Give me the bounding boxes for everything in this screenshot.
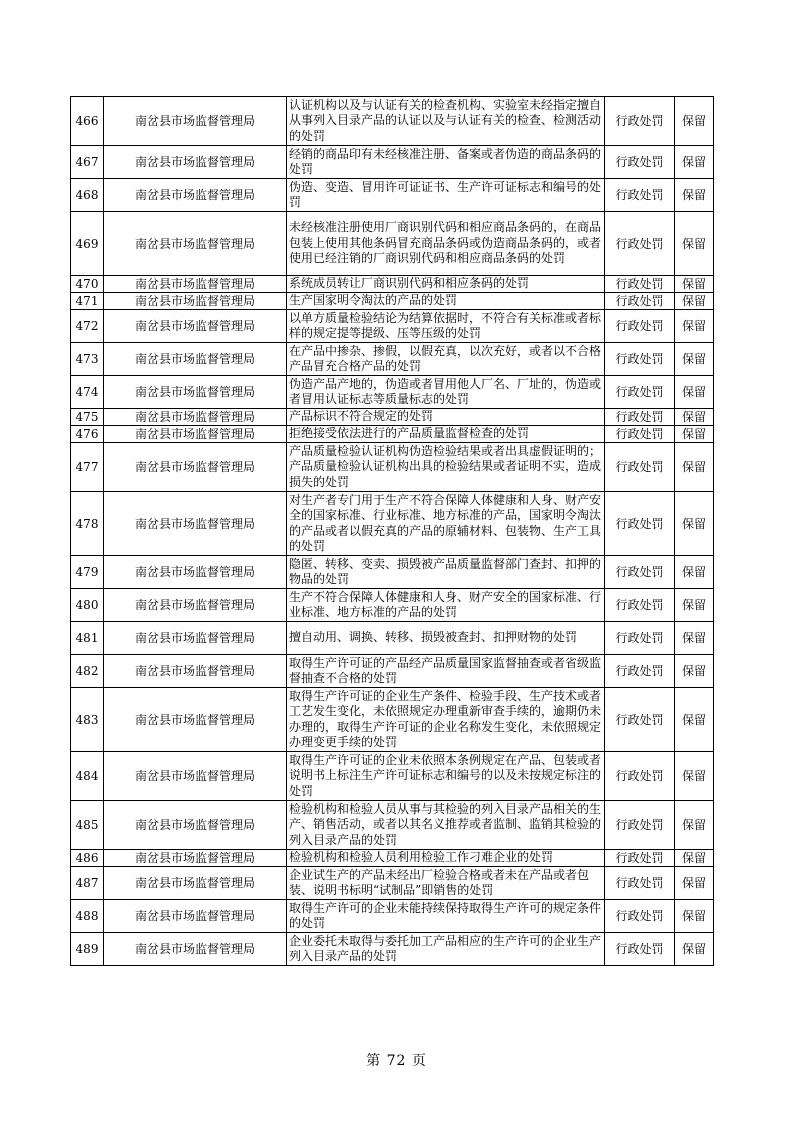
row-number: 478 bbox=[71, 492, 104, 556]
table-row bbox=[71, 556, 714, 589]
row-number: 472 bbox=[71, 310, 104, 343]
table-row bbox=[71, 752, 714, 801]
row-number: 481 bbox=[71, 622, 104, 655]
table-row bbox=[71, 867, 714, 900]
item-name: 系统成员转让厂商识别代码和相应条码的处罚 bbox=[287, 276, 605, 293]
status: 保留 bbox=[675, 867, 714, 900]
power-type: 行政处罚 bbox=[605, 426, 675, 443]
item-name: 取得生产许可证的企业未依照本条例规定在产品、包装或者说明书上标注生产许可证标志和编号的以及未按规定标注的处罚 bbox=[287, 752, 605, 801]
row-number: 484 bbox=[71, 752, 104, 801]
page-number: 第 72 页 bbox=[366, 1053, 427, 1069]
row-number: 474 bbox=[71, 376, 104, 409]
status: 保留 bbox=[675, 900, 714, 933]
agency-name: 南岔县市场监督管理局 bbox=[104, 293, 287, 310]
status: 保留 bbox=[675, 310, 714, 343]
status: 保留 bbox=[675, 655, 714, 688]
item-name: 认证机构以及与认证有关的检查机构、实验室未经指定擅自从事列入目录产品的认证以及与认证有关的检查、检测活动的处罚 bbox=[287, 97, 605, 146]
power-type: 行政处罚 bbox=[605, 146, 675, 179]
row-number: 476 bbox=[71, 426, 104, 443]
power-type: 行政处罚 bbox=[605, 276, 675, 293]
table-row bbox=[71, 900, 714, 933]
row-number: 489 bbox=[71, 933, 104, 966]
agency-name: 南岔县市场监督管理局 bbox=[104, 443, 287, 492]
power-type: 行政处罚 bbox=[605, 933, 675, 966]
status: 保留 bbox=[675, 179, 714, 212]
power-type: 行政处罚 bbox=[605, 801, 675, 850]
status: 保留 bbox=[675, 752, 714, 801]
status: 保留 bbox=[675, 146, 714, 179]
power-type: 行政处罚 bbox=[605, 655, 675, 688]
table-row bbox=[71, 622, 714, 655]
power-type: 行政处罚 bbox=[605, 409, 675, 426]
agency-name: 南岔县市场监督管理局 bbox=[104, 376, 287, 409]
row-number: 467 bbox=[71, 146, 104, 179]
row-number: 477 bbox=[71, 443, 104, 492]
item-name: 生产不符合保障人体健康和人身、财产安全的国家标准、行业标准、地方标准的产品的处罚 bbox=[287, 589, 605, 622]
row-number: 468 bbox=[71, 179, 104, 212]
agency-name: 南岔县市场监督管理局 bbox=[104, 655, 287, 688]
item-name: 隐匿、转移、变卖、损毁被产品质量监督部门查封、扣押的物品的处罚 bbox=[287, 556, 605, 589]
table-row bbox=[71, 146, 714, 179]
table-row bbox=[71, 310, 714, 343]
item-name: 产品质量检验认证机构伪造检验结果或者出具虚假证明的；产品质量检验认证机构出具的检验结果或者证明不实，造成损失的处罚 bbox=[287, 443, 605, 492]
power-type: 行政处罚 bbox=[605, 752, 675, 801]
row-number: 479 bbox=[71, 556, 104, 589]
row-number: 488 bbox=[71, 900, 104, 933]
row-number: 466 bbox=[71, 97, 104, 146]
status: 保留 bbox=[675, 426, 714, 443]
item-name: 伪造产品产地的，伪造或者冒用他人厂名、厂址的，伪造或者冒用认证标志等质量标志的处罚 bbox=[287, 376, 605, 409]
table-row bbox=[71, 492, 714, 556]
power-type: 行政处罚 bbox=[605, 850, 675, 867]
agency-name: 南岔县市场监督管理局 bbox=[104, 801, 287, 850]
table-row bbox=[71, 933, 714, 966]
power-type: 行政处罚 bbox=[605, 293, 675, 310]
agency-name: 南岔县市场监督管理局 bbox=[104, 212, 287, 276]
status: 保留 bbox=[675, 622, 714, 655]
item-name: 企业试生产的产品未经出厂检验合格或者未在产品或者包装、说明书标明“试制品”即销售的处罚 bbox=[287, 867, 605, 900]
status: 保留 bbox=[675, 688, 714, 752]
agency-name: 南岔县市场监督管理局 bbox=[104, 688, 287, 752]
item-name: 对生产者专门用于生产不符合保障人体健康和人身、财产安全的国家标准、行业标准、地方标准的产品，国家明令淘汰的产品或者以假充真的产品的原辅材料、包装物、生产工具的处罚 bbox=[287, 492, 605, 556]
row-number: 485 bbox=[71, 801, 104, 850]
table-row bbox=[71, 688, 714, 752]
item-name: 检验机构和检验人员利用检验工作刁难企业的处罚 bbox=[287, 850, 605, 867]
row-number: 470 bbox=[71, 276, 104, 293]
row-number: 471 bbox=[71, 293, 104, 310]
row-number: 473 bbox=[71, 343, 104, 376]
row-number: 475 bbox=[71, 409, 104, 426]
power-type: 行政处罚 bbox=[605, 688, 675, 752]
power-type: 行政处罚 bbox=[605, 97, 675, 146]
power-type: 行政处罚 bbox=[605, 589, 675, 622]
status: 保留 bbox=[675, 276, 714, 293]
power-type: 行政处罚 bbox=[605, 867, 675, 900]
status: 保留 bbox=[675, 343, 714, 376]
item-name: 企业委托未取得与委托加工产品相应的生产许可的企业生产列入目录产品的处罚 bbox=[287, 933, 605, 966]
agency-name: 南岔县市场监督管理局 bbox=[104, 622, 287, 655]
power-type: 行政处罚 bbox=[605, 179, 675, 212]
table-row bbox=[71, 376, 714, 409]
status: 保留 bbox=[675, 443, 714, 492]
item-name: 检验机构和检验人员从事与其检验的列入目录产品相关的生产、销售活动，或者以其名义推荐或者监制、监销其检验的列入目录产品的处罚 bbox=[287, 801, 605, 850]
row-number: 469 bbox=[71, 212, 104, 276]
table-row bbox=[71, 850, 714, 867]
power-type: 行政处罚 bbox=[605, 900, 675, 933]
table-row bbox=[71, 276, 714, 293]
power-type: 行政处罚 bbox=[605, 443, 675, 492]
agency-name: 南岔县市场监督管理局 bbox=[104, 933, 287, 966]
power-type: 行政处罚 bbox=[605, 622, 675, 655]
table-row bbox=[71, 589, 714, 622]
agency-name: 南岔县市场监督管理局 bbox=[104, 426, 287, 443]
agency-name: 南岔县市场监督管理局 bbox=[104, 492, 287, 556]
status: 保留 bbox=[675, 850, 714, 867]
agency-name: 南岔县市场监督管理局 bbox=[104, 900, 287, 933]
item-name: 未经核准注册使用厂商识别代码和相应商品条码的，在商品包装上使用其他条码冒充商品条码或伪造商品条码的，或者使用已经注销的厂商识别代码和相应商品条码的处罚 bbox=[287, 212, 605, 276]
status: 保留 bbox=[675, 97, 714, 146]
item-name: 取得生产许可证的产品经产品质量国家监督抽查或者省级监督抽查不合格的处罚 bbox=[287, 655, 605, 688]
table-row bbox=[71, 801, 714, 850]
power-type: 行政处罚 bbox=[605, 492, 675, 556]
item-name: 取得生产许可证的企业生产条件、检验手段、生产技术或者工艺发生变化，未依照规定办理重新审查手续的，逾期仍未办理的，取得生产许可证的企业名称发生变化，未依照规定办理变更手续的处罚 bbox=[287, 688, 605, 752]
power-type: 行政处罚 bbox=[605, 212, 675, 276]
table-row bbox=[71, 426, 714, 443]
agency-name: 南岔县市场监督管理局 bbox=[104, 867, 287, 900]
table-row bbox=[71, 443, 714, 492]
status: 保留 bbox=[675, 556, 714, 589]
item-name: 经销的商品印有未经核准注册、备案或者伪造的商品条码的处罚 bbox=[287, 146, 605, 179]
agency-name: 南岔县市场监督管理局 bbox=[104, 556, 287, 589]
status: 保留 bbox=[675, 589, 714, 622]
agency-name: 南岔县市场监督管理局 bbox=[104, 850, 287, 867]
agency-name: 南岔县市场监督管理局 bbox=[104, 409, 287, 426]
agency-name: 南岔县市场监督管理局 bbox=[104, 310, 287, 343]
agency-name: 南岔县市场监督管理局 bbox=[104, 179, 287, 212]
status: 保留 bbox=[675, 293, 714, 310]
item-name: 以单方质量检验结论为结算依据时，不符合有关标准或者标样的规定提等提级、压等压级的处罚 bbox=[287, 310, 605, 343]
agency-name: 南岔县市场监督管理局 bbox=[104, 589, 287, 622]
item-name: 取得生产许可的企业未能持续保持取得生产许可的规定条件的处罚 bbox=[287, 900, 605, 933]
item-name: 产品标识不符合规定的处罚 bbox=[287, 409, 605, 426]
status: 保留 bbox=[675, 492, 714, 556]
power-type: 行政处罚 bbox=[605, 310, 675, 343]
row-number: 480 bbox=[71, 589, 104, 622]
item-name: 在产品中掺杂、掺假，以假充真，以次充好，或者以不合格产品冒充合格产品的处罚 bbox=[287, 343, 605, 376]
table-row bbox=[71, 212, 714, 276]
table-row bbox=[71, 343, 714, 376]
agency-name: 南岔县市场监督管理局 bbox=[104, 97, 287, 146]
item-name: 生产国家明令淘汰的产品的处罚 bbox=[287, 293, 605, 310]
row-number: 483 bbox=[71, 688, 104, 752]
agency-name: 南岔县市场监督管理局 bbox=[104, 276, 287, 293]
agency-name: 南岔县市场监督管理局 bbox=[104, 752, 287, 801]
status: 保留 bbox=[675, 376, 714, 409]
table-row bbox=[71, 409, 714, 426]
status: 保留 bbox=[675, 801, 714, 850]
status: 保留 bbox=[675, 409, 714, 426]
power-type: 行政处罚 bbox=[605, 556, 675, 589]
row-number: 486 bbox=[71, 850, 104, 867]
power-type: 行政处罚 bbox=[605, 376, 675, 409]
agency-name: 南岔县市场监督管理局 bbox=[104, 146, 287, 179]
row-number: 482 bbox=[71, 655, 104, 688]
table-row bbox=[71, 179, 714, 212]
power-type: 行政处罚 bbox=[605, 343, 675, 376]
item-name: 伪造、变造、冒用许可证证书、生产许可证标志和编号的处罚 bbox=[287, 179, 605, 212]
item-name: 擅自动用、调换、转移、损毁被查封、扣押财物的处罚 bbox=[287, 622, 605, 655]
permission-list-table bbox=[70, 96, 714, 966]
table-row bbox=[71, 97, 714, 146]
status: 保留 bbox=[675, 212, 714, 276]
row-number: 487 bbox=[71, 867, 104, 900]
item-name: 拒绝接受依法进行的产品质量监督检查的处罚 bbox=[287, 426, 605, 443]
table-body bbox=[71, 97, 714, 966]
status: 保留 bbox=[675, 933, 714, 966]
table-row bbox=[71, 655, 714, 688]
table-row bbox=[71, 293, 714, 310]
agency-name: 南岔县市场监督管理局 bbox=[104, 343, 287, 376]
